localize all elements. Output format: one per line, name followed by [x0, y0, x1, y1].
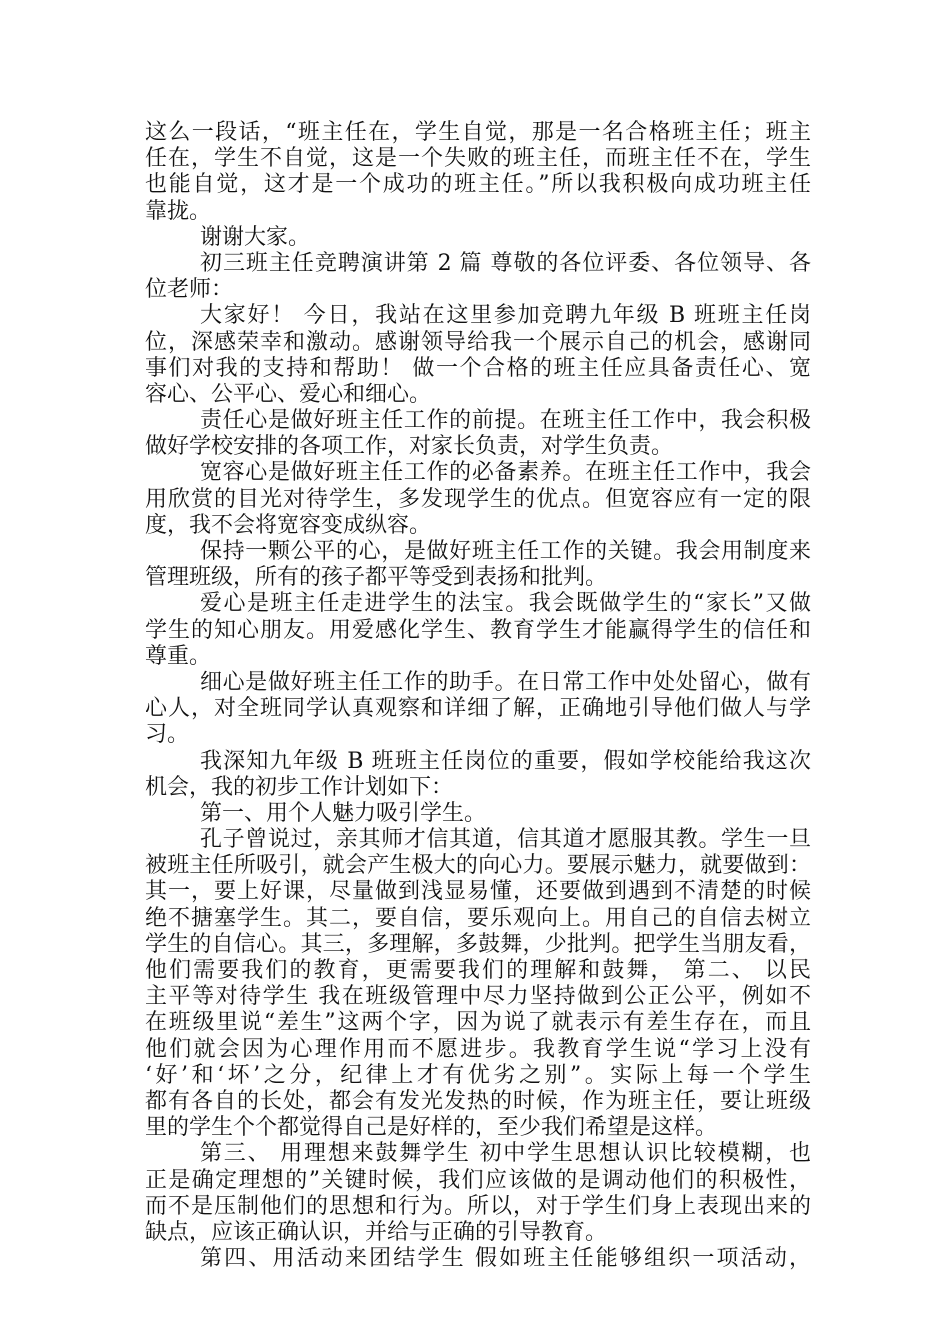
- text-line: 管理班级，所有的孩子都平等受到表扬和批判。: [145, 565, 608, 591]
- text-line: 第三、 用理想来鼓舞学生 初中学生思想认识比较模糊，也: [200, 1141, 811, 1167]
- text-line: 位老师：: [145, 277, 234, 303]
- text-line: 孔子曾说过，亲其师才信其道，信其道才愿服其教。学生一旦: [200, 827, 811, 853]
- text-line: 第四、用活动来团结学生 假如班主任能够组织一项活动，: [200, 1246, 811, 1272]
- text-line: 宽容心是做好班主任工作的必备素养。在班主任工作中，我会: [200, 460, 811, 486]
- text-line: 爱心是班主任走进学生的法宝。我会既做学生的“家长”又做: [200, 591, 811, 617]
- text-line: 学生的知心朋友。用爱感化学生、教育学生才能赢得学生的信任和: [145, 617, 811, 643]
- text-line: 缺点，应该正确认识，并给与正确的引导教育。: [145, 1219, 608, 1245]
- text-line: 我深知九年级 B 班班主任岗位的重要，假如学校能给我这次: [200, 748, 811, 774]
- text-line: 绝不搪塞学生。其二，要自信，要乐观向上。用自己的自信去树立: [145, 905, 811, 931]
- text-line: 主平等对待学生 我在班级管理中尽力坚持做到公正公平，例如不: [145, 984, 811, 1010]
- text-line: 保持一颗公平的心，是做好班主任工作的关键。我会用制度来: [200, 539, 811, 564]
- text-line: 第一、用个人魅力吸引学生。: [200, 800, 487, 826]
- text-line: 任在，学生不自觉，这是一个失败的班主任，而班主任不在，学生: [145, 146, 811, 172]
- text-line: 机会，我的初步工作计划如下：: [145, 774, 454, 800]
- text-line: 在班级里说“差生”这两个字，因为说了就表示有差生存在，而且: [145, 1010, 811, 1036]
- text-line: 也能自觉，这才是一个成功的班主任。”所以我积极向成功班主任: [145, 172, 811, 198]
- text-line: 学生的自信心。其三，多理解，多鼓舞，少批判。把学生当朋友看，: [145, 931, 811, 957]
- text-line: 大家好！ 今日，我站在这里参加竞聘九年级 B 班班主任岗: [200, 303, 811, 329]
- text-line: 这么一段话，“班主任在，学生自觉，那是一名合格班主任；班主: [145, 120, 811, 145]
- text-line: 容心、公平心、爱心和细心。: [145, 381, 432, 407]
- text-line: 事们对我的支持和帮助！ 做一个合格的班主任应具备责任心、宽: [145, 355, 811, 381]
- text-line: 尊重。: [145, 643, 212, 669]
- text-line: 他们需要我们的教育，更需要我们的理解和鼓舞， 第二、 以民: [145, 958, 811, 983]
- text-line: 度，我不会将宽容变成纵容。: [145, 512, 432, 538]
- text-line: 靠拢。: [145, 198, 212, 224]
- text-line: 而不是压制他们的思想和行为。所以，对于学生们身上表现出来的: [145, 1193, 811, 1219]
- text-line: 责任心是做好班主任工作的前提。在班主任工作中，我会积极: [200, 408, 811, 434]
- document-page: [145, 120, 811, 1272]
- text-line: 心人，对全班同学认真观察和详细了解，正确地引导他们做人与学: [145, 696, 811, 722]
- text-line: 位，深感荣幸和激动。感谢领导给我一个展示自己的机会，感谢同: [145, 329, 811, 355]
- text-line: 做好学校安排的各项工作，对家长负责，对学生负责。: [145, 434, 674, 460]
- text-line: 被班主任所吸引，就会产生极大的向心力。要展示魅力，就要做到：: [145, 853, 811, 879]
- text-line: 都有各自的长处，都会有发光发热的时候，作为班主任，要让班级: [145, 1088, 811, 1114]
- text-line: 里的学生个个都觉得自己是好样的，至少我们希望是这样。: [145, 1115, 718, 1141]
- text-line: 正是确定理想的”关键时候，我们应该做的是调动他们的积极性，: [145, 1167, 811, 1193]
- text-line: 谢谢大家。: [200, 224, 311, 250]
- text-line: 细心是做好班主任工作的助手。在日常工作中处处留心，做有: [200, 669, 811, 695]
- text-line: 习。: [145, 722, 190, 748]
- text-line: 用欣赏的目光对待学生，多发现学生的优点。但宽容应有一定的限: [145, 486, 811, 512]
- text-line: ‘好’和‘坏’之分，纪律上才有优劣之别”。实际上每一个学生: [145, 1062, 811, 1088]
- text-line: 其一，要上好课，尽量做到浅显易懂，还要做到遇到不清楚的时候: [145, 879, 811, 905]
- text-line: 他们就会因为心理作用而不愿进步。我教育学生说“学习上没有: [145, 1036, 811, 1062]
- text-line: 初三班主任竞聘演讲第 2 篇 尊敬的各位评委、各位领导、各: [200, 250, 811, 276]
